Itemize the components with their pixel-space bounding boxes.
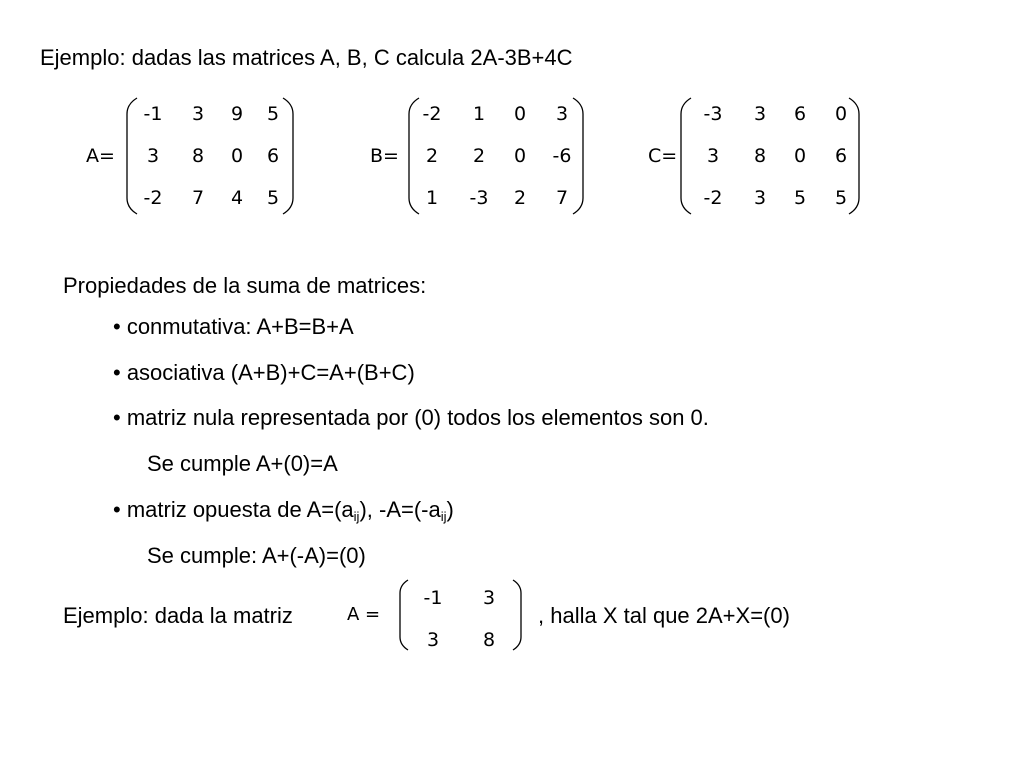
example2-matrix-label: A = xyxy=(347,604,381,625)
matrix-b xyxy=(407,96,585,216)
matrix-cell: -6 xyxy=(552,145,572,167)
matrix-cell: -3 xyxy=(469,187,489,209)
matrix-cell: 7 xyxy=(555,187,569,209)
matrix-cell: 0 xyxy=(834,103,848,125)
matrix-cell: 6 xyxy=(266,145,280,167)
matrix-cell: -3 xyxy=(703,103,723,125)
properties-title: Propiedades de la suma de matrices: xyxy=(63,273,427,298)
example2-suffix: , halla X tal que 2A+X=(0) xyxy=(538,603,790,628)
example2-prefix: Ejemplo: dada la matriz xyxy=(63,603,293,628)
matrix-cell: 8 xyxy=(482,629,496,651)
matrix-a xyxy=(125,96,295,216)
example2-matrix xyxy=(398,578,523,652)
zero-matrix-note: Se cumple A+(0)=A xyxy=(147,451,338,476)
matrix-cell: 9 xyxy=(230,103,244,125)
matrix-cell: -2 xyxy=(422,103,442,125)
matrix-b-label: B= xyxy=(370,145,399,167)
matrix-cell: 8 xyxy=(753,145,767,167)
matrix-cell: 5 xyxy=(266,187,280,209)
matrix-cell: -1 xyxy=(423,587,443,609)
matrix-cell: 3 xyxy=(482,587,496,609)
property-zero-matrix: • matriz nula representada por (0) todos los elementos son 0. xyxy=(113,405,709,430)
matrix-cell: 5 xyxy=(266,103,280,125)
matrix-cell: 0 xyxy=(513,103,527,125)
subscript-ij: ij xyxy=(440,509,447,524)
matrix-cell: 0 xyxy=(793,145,807,167)
matrix-cell: 2 xyxy=(472,145,486,167)
matrix-cell: 3 xyxy=(753,103,767,125)
matrix-cell: 3 xyxy=(753,187,767,209)
matrix-cell: 7 xyxy=(191,187,205,209)
subscript-ij: ij xyxy=(353,509,360,524)
matrix-cell: 0 xyxy=(230,145,244,167)
property-opposite-matrix xyxy=(113,497,454,524)
matrix-cell: -1 xyxy=(143,103,163,125)
matrix-cell: -2 xyxy=(703,187,723,209)
example-heading: Ejemplo: dadas las matrices A, B, C calcula 2A-3B+4C xyxy=(40,45,573,70)
matrix-cell: 2 xyxy=(425,145,439,167)
matrix-cell: 3 xyxy=(146,145,160,167)
matrix-cell: 1 xyxy=(472,103,486,125)
matrix-cell: 4 xyxy=(230,187,244,209)
matrix-cell: 1 xyxy=(425,187,439,209)
property-commutative: • conmutativa: A+B=B+A xyxy=(113,314,354,339)
matrix-cell: 6 xyxy=(834,145,848,167)
matrix-cell: 3 xyxy=(706,145,720,167)
matrix-cell: 3 xyxy=(191,103,205,125)
matrix-cell: 3 xyxy=(426,629,440,651)
matrix-cell: 8 xyxy=(191,145,205,167)
matrix-cell: 2 xyxy=(513,187,527,209)
matrix-a-label: A= xyxy=(86,145,115,167)
matrix-cell: 6 xyxy=(793,103,807,125)
matrix-c xyxy=(679,96,861,216)
matrix-cell: 5 xyxy=(834,187,848,209)
matrix-c-label: C= xyxy=(648,145,678,167)
matrix-cell: 0 xyxy=(513,145,527,167)
property-associative: • asociativa (A+B)+C=A+(B+C) xyxy=(113,360,415,385)
opposite-matrix-note: Se cumple: A+(-A)=(0) xyxy=(147,543,366,568)
opposite-text-c: ) xyxy=(446,497,454,522)
matrix-cell: 5 xyxy=(793,187,807,209)
opposite-text-a: • matriz opuesta de A=(a xyxy=(113,497,354,522)
matrix-cell: -2 xyxy=(143,187,163,209)
opposite-text-b: ), -A=(-a xyxy=(359,497,441,522)
matrix-cell: 3 xyxy=(555,103,569,125)
